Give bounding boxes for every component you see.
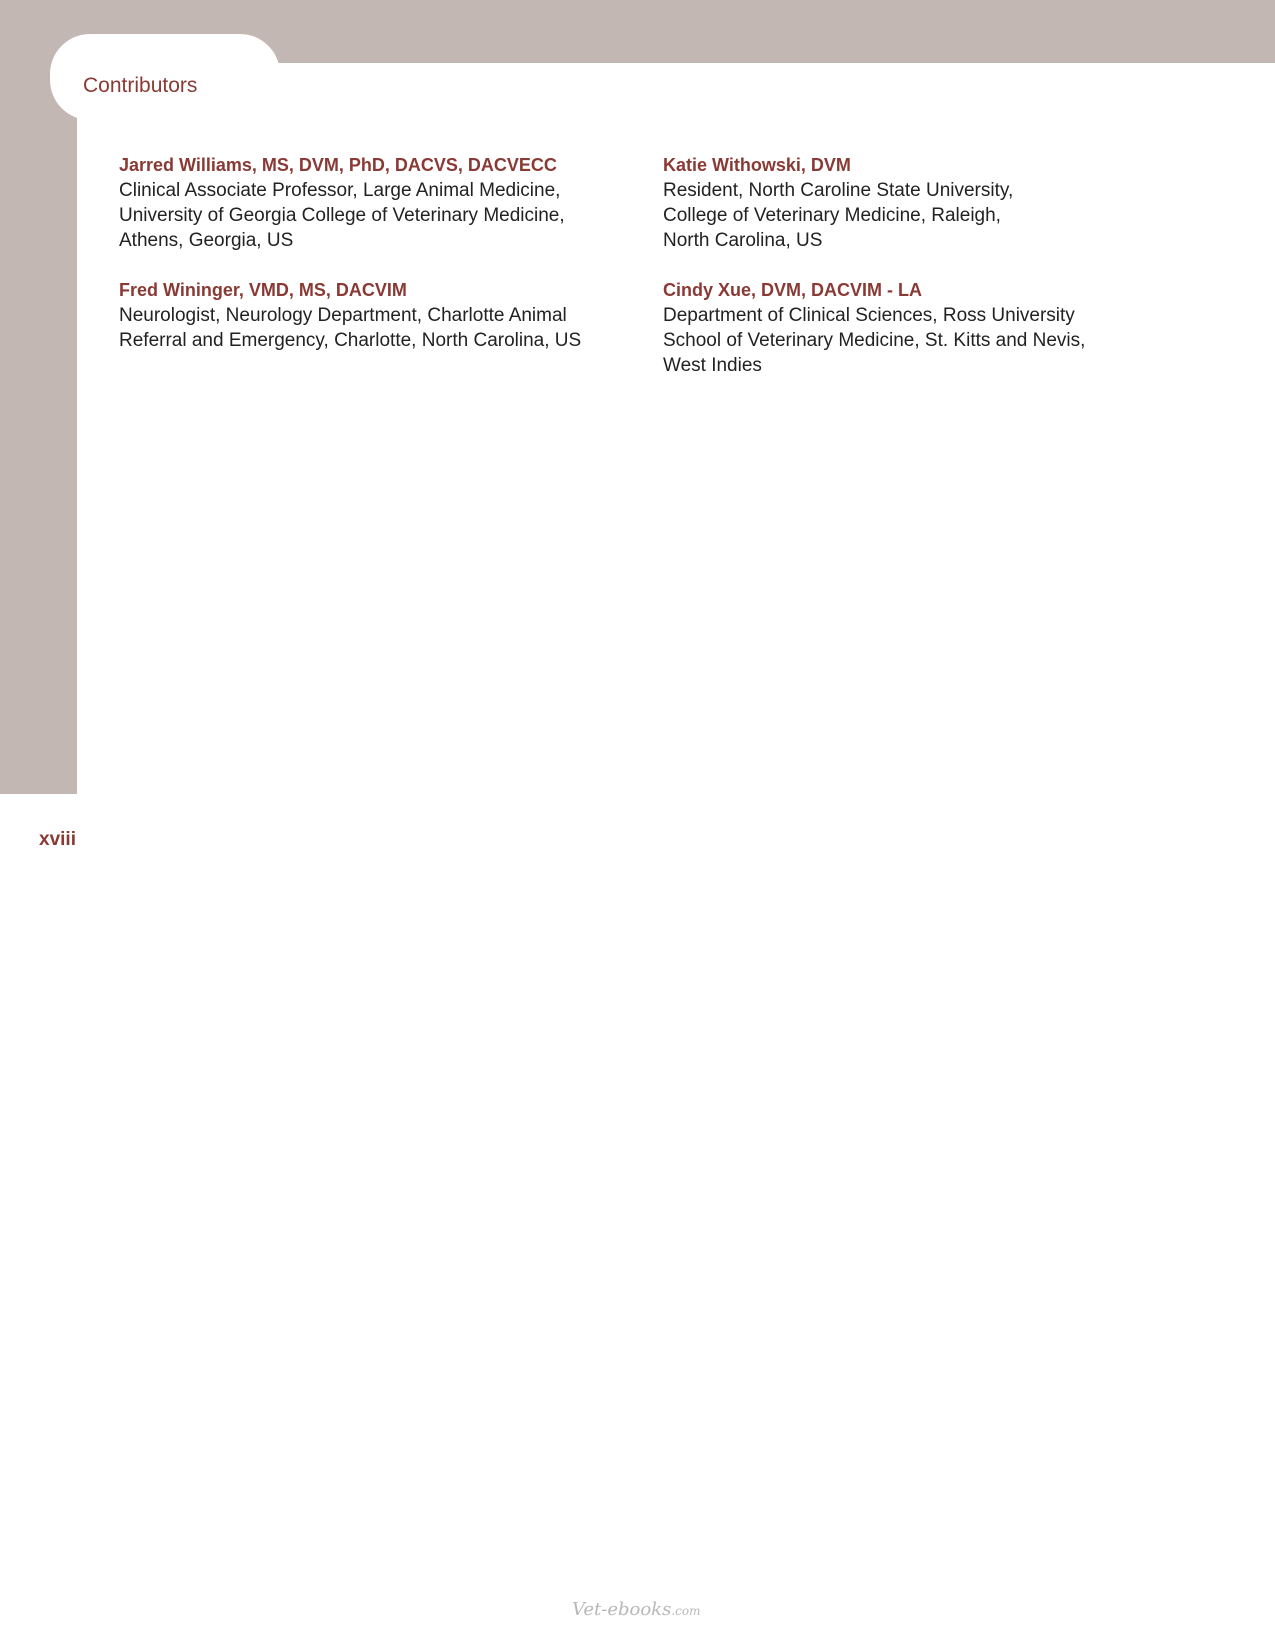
- contributor-affiliation-line: Resident, North Caroline State University,: [663, 180, 1014, 201]
- contributor-affiliation-line: Referral and Emergency, Charlotte, North Carolina, US: [119, 330, 582, 351]
- contributor-name: Fred Wininger, VMD, MS, DACVIM: [119, 280, 407, 300]
- contributor-affiliation-line: North Carolina, US: [663, 230, 823, 251]
- contributors-column-right: [663, 153, 1183, 403]
- page-title: Contributors: [83, 74, 198, 97]
- watermark-logo: [572, 1598, 700, 1623]
- contributor-name: Cindy Xue, DVM, DACVIM - LA: [663, 280, 923, 300]
- contributor-affiliation-line: College of Veterinary Medicine, Raleigh,: [663, 205, 1001, 226]
- side-band: [0, 0, 77, 794]
- contributor-affiliation-line: School of Veterinary Medicine, St. Kitts and Nevis,: [663, 330, 1086, 351]
- contributor-affiliation-line: Neurologist, Neurology Department, Charlotte Animal: [119, 305, 567, 326]
- contributor-entry: [119, 278, 639, 353]
- watermark-main-text: Vet-ebooks: [572, 1599, 672, 1620]
- contributor-entry: [663, 278, 1183, 378]
- contributor-entry: [119, 153, 639, 253]
- contributor-name: Jarred Williams, MS, DVM, PhD, DACVS, DACVECC: [119, 155, 557, 175]
- contributor-affiliation-line: Athens, Georgia, US: [119, 230, 294, 251]
- contributor-affiliation-line: Clinical Associate Professor, Large Animal Medicine,: [119, 180, 561, 201]
- contributor-affiliation-line: Department of Clinical Sciences, Ross University: [663, 305, 1075, 326]
- contributor-affiliation-line: West Indies: [663, 355, 762, 376]
- page-number: xviii: [39, 829, 76, 850]
- watermark-suffix-text: .com: [671, 1604, 701, 1618]
- contributor-entry: [663, 153, 1183, 253]
- contributor-name: Katie Withowski, DVM: [663, 155, 851, 175]
- contributor-affiliation-line: University of Georgia College of Veterinary Medicine,: [119, 205, 565, 226]
- contributors-column-left: [119, 153, 639, 378]
